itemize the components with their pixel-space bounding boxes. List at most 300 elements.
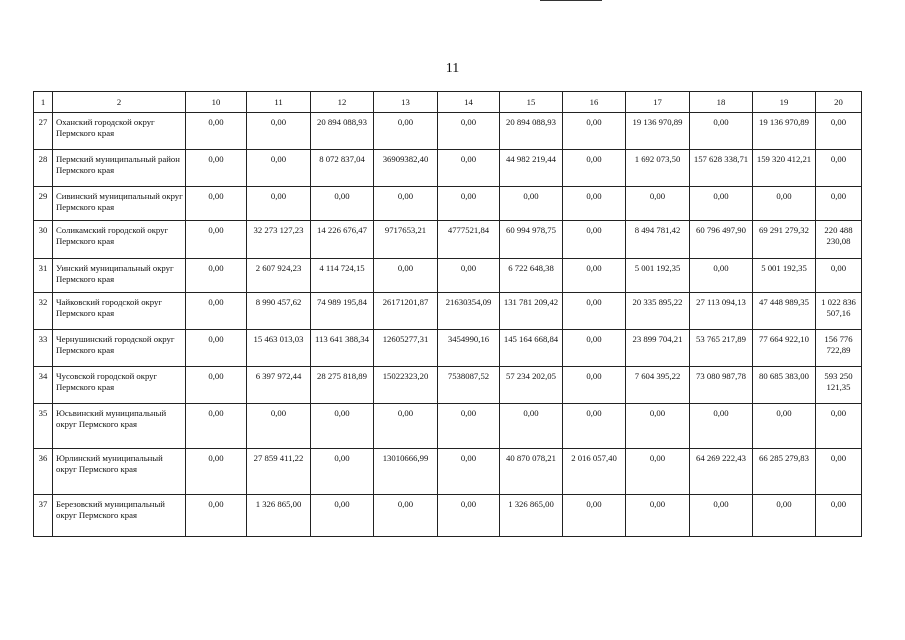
- table-row: [34, 495, 862, 537]
- value-cell: [247, 187, 311, 221]
- table-row: [34, 367, 862, 404]
- value-col-11: 32 273 127,23: [253, 225, 304, 235]
- data-table: [33, 91, 862, 537]
- column-header: 1: [34, 92, 53, 113]
- value-col-12: 20 894 088,93: [317, 117, 367, 127]
- value-cell: [563, 367, 626, 404]
- value-cell: [311, 113, 374, 150]
- value-cell: [690, 330, 753, 367]
- row-number: 35: [38, 408, 48, 418]
- value-col-13: 0,00: [397, 408, 414, 418]
- column-header: 13: [374, 92, 438, 113]
- value-col-19: 80 685 383,00: [759, 371, 809, 381]
- value-col-11: 1 326 865,00: [255, 499, 302, 509]
- value-col-10: 0,00: [208, 263, 224, 273]
- row-number: 30: [38, 225, 48, 235]
- value-cell: [626, 449, 690, 495]
- value-col-13: 15022323,20: [382, 371, 429, 381]
- value-col-12: 8 072 837,04: [319, 154, 365, 164]
- value-col-13: 36909382,40: [382, 154, 429, 164]
- value-cell: [563, 187, 626, 221]
- value-col-17: 20 335 895,22: [632, 297, 683, 307]
- value-cell: [374, 187, 438, 221]
- value-col-18: 0,00: [713, 191, 729, 201]
- value-cell: [500, 293, 563, 330]
- value-col-17: 23 899 704,21: [632, 334, 683, 344]
- value-col-12: 0,00: [334, 453, 350, 463]
- value-col-17: 0,00: [649, 453, 666, 463]
- value-cell: [500, 150, 563, 187]
- value-cell: [186, 367, 247, 404]
- value-col-16: 0,00: [586, 191, 602, 201]
- value-cell: [186, 113, 247, 150]
- value-col-18: 0,00: [713, 263, 729, 273]
- page-number: 11: [445, 61, 460, 76]
- row-number-cell: [34, 293, 53, 330]
- row-number: 28: [38, 154, 48, 164]
- value-col-20: 0,00: [830, 499, 847, 509]
- column-header: 18: [690, 92, 753, 113]
- value-cell: [374, 113, 438, 150]
- column-header: 15: [500, 92, 563, 113]
- value-col-15: 44 982 219,44: [506, 154, 556, 164]
- value-cell: [500, 449, 563, 495]
- value-cell: [311, 293, 374, 330]
- value-cell: [626, 259, 690, 293]
- value-cell: [563, 150, 626, 187]
- value-cell: [816, 449, 862, 495]
- municipality-cell: [53, 367, 186, 404]
- value-cell: [247, 293, 311, 330]
- value-col-10: 0,00: [208, 408, 224, 418]
- value-cell: [563, 330, 626, 367]
- value-col-20: 156 776 722,89: [824, 334, 853, 355]
- value-col-15: 145 164 668,84: [503, 334, 559, 344]
- value-col-17: 7 604 395,22: [634, 371, 681, 381]
- value-cell: [247, 150, 311, 187]
- value-cell: [816, 367, 862, 404]
- value-col-14: 0,00: [460, 117, 477, 127]
- value-col-13: 0,00: [397, 191, 414, 201]
- value-col-19: 159 320 412,21: [756, 154, 812, 164]
- table-row: [34, 187, 862, 221]
- value-col-15: 6 722 648,38: [508, 263, 554, 273]
- value-col-16: 0,00: [586, 334, 602, 344]
- municipality-name: Юсьвинский муниципальный округ Пермского края: [56, 408, 167, 429]
- value-col-15: 1 326 865,00: [508, 499, 554, 509]
- value-cell: [626, 187, 690, 221]
- value-cell: [626, 495, 690, 537]
- value-col-13: 13010666,99: [382, 453, 429, 463]
- value-cell: [626, 150, 690, 187]
- table-row: [34, 259, 862, 293]
- value-col-17: 0,00: [649, 191, 666, 201]
- value-col-11: 15 463 013,03: [253, 334, 304, 344]
- value-cell: [186, 259, 247, 293]
- value-cell: [438, 293, 500, 330]
- row-number-cell: [34, 404, 53, 449]
- value-col-19: 19 136 970,89: [759, 117, 809, 127]
- value-cell: [753, 293, 816, 330]
- value-col-17: 19 136 970,89: [632, 117, 683, 127]
- value-cell: [690, 495, 753, 537]
- value-col-12: 113 641 388,34: [315, 334, 369, 344]
- value-col-18: 0,00: [713, 408, 729, 418]
- value-cell: [626, 330, 690, 367]
- value-cell: [563, 495, 626, 537]
- value-cell: [753, 495, 816, 537]
- value-cell: [690, 221, 753, 259]
- municipality-name: Чайковский городской округ Пермского края: [56, 297, 162, 318]
- value-col-16: 0,00: [586, 297, 602, 307]
- value-col-11: 0,00: [270, 117, 287, 127]
- value-cell: [186, 404, 247, 449]
- value-col-19: 47 448 989,35: [759, 297, 809, 307]
- municipality-cell: [53, 330, 186, 367]
- value-cell: [247, 449, 311, 495]
- value-cell: [438, 259, 500, 293]
- value-cell: [186, 293, 247, 330]
- value-cell: [374, 293, 438, 330]
- value-col-12: 74 989 195,84: [317, 297, 367, 307]
- municipality-name: Пермский муниципальный район Пермского края: [56, 154, 180, 175]
- value-cell: [247, 330, 311, 367]
- value-cell: [186, 495, 247, 537]
- value-col-11: 2 607 924,23: [255, 263, 302, 273]
- value-cell: [438, 330, 500, 367]
- value-col-19: 66 285 279,83: [759, 453, 809, 463]
- value-cell: [186, 150, 247, 187]
- value-col-16: 0,00: [586, 117, 602, 127]
- value-col-15: 20 894 088,93: [506, 117, 556, 127]
- row-number: 33: [38, 334, 48, 344]
- value-col-13: 0,00: [397, 117, 414, 127]
- value-col-18: 60 796 497,90: [696, 225, 746, 235]
- value-cell: [753, 113, 816, 150]
- value-col-20: 0,00: [830, 117, 847, 127]
- value-col-16: 0,00: [586, 408, 602, 418]
- value-cell: [374, 221, 438, 259]
- value-col-14: 0,00: [460, 154, 477, 164]
- row-number: 37: [38, 499, 48, 509]
- value-col-15: 40 870 078,21: [506, 453, 556, 463]
- value-cell: [690, 293, 753, 330]
- value-col-15: 57 234 202,05: [506, 371, 556, 381]
- value-cell: [816, 330, 862, 367]
- value-col-14: 0,00: [460, 263, 477, 273]
- table-row: [34, 449, 862, 495]
- value-col-19: 0,00: [776, 408, 792, 418]
- value-cell: [247, 259, 311, 293]
- value-cell: [563, 221, 626, 259]
- column-header: 11: [247, 92, 311, 113]
- value-cell: [816, 495, 862, 537]
- value-cell: [626, 221, 690, 259]
- value-col-10: 0,00: [208, 154, 224, 164]
- value-col-20: 0,00: [830, 154, 847, 164]
- municipality-name: Соликамский городской округ Пермского края: [56, 225, 169, 246]
- value-cell: [816, 404, 862, 449]
- value-col-15: 131 781 209,42: [503, 297, 559, 307]
- value-cell: [311, 404, 374, 449]
- value-col-14: 21630354,09: [445, 297, 492, 307]
- value-col-12: 0,00: [334, 191, 350, 201]
- value-col-19: 0,00: [776, 499, 792, 509]
- value-cell: [311, 449, 374, 495]
- value-col-18: 157 628 338,71: [693, 154, 749, 164]
- municipality-name: Юрлинский муниципальный округ Пермского края: [56, 453, 163, 474]
- value-cell: [247, 404, 311, 449]
- value-col-17: 5 001 192,35: [634, 263, 681, 273]
- value-col-11: 27 859 411,22: [253, 453, 304, 463]
- table-row: [34, 330, 862, 367]
- value-col-11: 0,00: [270, 191, 287, 201]
- value-col-10: 0,00: [208, 371, 224, 381]
- municipality-cell: [53, 293, 186, 330]
- value-cell: [438, 367, 500, 404]
- value-col-13: 0,00: [397, 499, 414, 509]
- value-col-14: 0,00: [460, 499, 477, 509]
- value-col-20: 0,00: [830, 191, 847, 201]
- value-cell: [374, 495, 438, 537]
- municipality-name: Чернушинский городской округ Пермского края: [56, 334, 175, 355]
- municipality-cell: [53, 449, 186, 495]
- value-cell: [438, 113, 500, 150]
- value-col-18: 27 113 094,13: [696, 297, 746, 307]
- value-cell: [816, 150, 862, 187]
- row-number-cell: [34, 495, 53, 537]
- value-col-10: 0,00: [208, 191, 224, 201]
- value-cell: [753, 367, 816, 404]
- municipality-cell: [53, 259, 186, 293]
- value-col-10: 0,00: [208, 334, 224, 344]
- value-cell: [311, 259, 374, 293]
- municipality-name: Оханский городской округ Пермского края: [56, 117, 155, 138]
- value-cell: [753, 187, 816, 221]
- column-header: 16: [563, 92, 626, 113]
- value-col-12: 14 226 676,47: [317, 225, 367, 235]
- value-cell: [753, 150, 816, 187]
- value-cell: [374, 449, 438, 495]
- value-col-12: 0,00: [334, 408, 350, 418]
- value-col-10: 0,00: [208, 297, 224, 307]
- row-number: 27: [38, 117, 48, 127]
- value-col-14: 7538087,52: [447, 371, 490, 381]
- municipality-name: Березовский муниципальный округ Пермского края: [56, 499, 165, 520]
- column-header: 10: [186, 92, 247, 113]
- value-cell: [626, 367, 690, 404]
- value-cell: [690, 113, 753, 150]
- value-col-13: 9717653,21: [384, 225, 427, 235]
- column-header: 12: [311, 92, 374, 113]
- value-col-16: 0,00: [586, 154, 602, 164]
- value-cell: [311, 495, 374, 537]
- municipality-cell: [53, 150, 186, 187]
- value-cell: [311, 330, 374, 367]
- row-number: 29: [38, 191, 48, 201]
- value-cell: [374, 150, 438, 187]
- value-cell: [311, 187, 374, 221]
- value-cell: [311, 221, 374, 259]
- value-cell: [247, 495, 311, 537]
- value-col-15: 0,00: [523, 191, 539, 201]
- value-cell: [690, 187, 753, 221]
- value-col-13: 12605277,31: [382, 334, 429, 344]
- value-col-17: 0,00: [649, 408, 666, 418]
- value-cell: [753, 449, 816, 495]
- value-cell: [690, 367, 753, 404]
- value-cell: [500, 259, 563, 293]
- row-number-cell: [34, 150, 53, 187]
- value-cell: [247, 367, 311, 404]
- row-number-cell: [34, 113, 53, 150]
- value-cell: [563, 449, 626, 495]
- value-cell: [374, 404, 438, 449]
- value-cell: [311, 150, 374, 187]
- row-number: 36: [38, 453, 48, 463]
- value-cell: [816, 187, 862, 221]
- value-col-14: 0,00: [460, 191, 477, 201]
- value-col-11: 8 990 457,62: [255, 297, 302, 307]
- value-col-14: 0,00: [460, 408, 477, 418]
- value-cell: [500, 187, 563, 221]
- value-col-19: 0,00: [776, 191, 792, 201]
- table-row: [34, 150, 862, 187]
- value-col-14: 0,00: [460, 453, 477, 463]
- value-cell: [500, 330, 563, 367]
- header-row: [34, 92, 862, 113]
- value-cell: [186, 187, 247, 221]
- value-col-10: 0,00: [208, 225, 224, 235]
- top-rule: [540, 0, 602, 1]
- value-cell: [438, 221, 500, 259]
- value-col-20: 593 250 121,35: [824, 371, 853, 392]
- value-cell: [690, 404, 753, 449]
- value-cell: [374, 259, 438, 293]
- value-cell: [626, 404, 690, 449]
- table-row: [34, 404, 862, 449]
- value-col-19: 77 664 922,10: [759, 334, 809, 344]
- value-col-10: 0,00: [208, 117, 224, 127]
- value-cell: [816, 221, 862, 259]
- value-cell: [186, 221, 247, 259]
- value-col-17: 1 692 073,50: [634, 154, 681, 164]
- row-number-cell: [34, 221, 53, 259]
- value-col-14: 3454990,16: [447, 334, 490, 344]
- value-col-18: 73 080 987,78: [696, 371, 746, 381]
- value-cell: [690, 449, 753, 495]
- municipality-cell: [53, 221, 186, 259]
- value-cell: [247, 113, 311, 150]
- value-col-18: 0,00: [713, 117, 729, 127]
- value-col-20: 220 488 230,08: [824, 225, 853, 246]
- value-col-17: 0,00: [649, 499, 666, 509]
- value-col-13: 26171201,87: [382, 297, 429, 307]
- municipality-cell: [53, 187, 186, 221]
- value-col-12: 0,00: [334, 499, 350, 509]
- value-cell: [753, 330, 816, 367]
- row-number: 32: [38, 297, 48, 307]
- row-number-cell: [34, 449, 53, 495]
- value-cell: [500, 404, 563, 449]
- value-col-20: 0,00: [830, 263, 847, 273]
- value-cell: [438, 187, 500, 221]
- value-cell: [500, 367, 563, 404]
- value-col-19: 5 001 192,35: [761, 263, 807, 273]
- value-col-20: 1 022 836 507,16: [821, 297, 856, 318]
- value-cell: [563, 293, 626, 330]
- value-col-19: 69 291 279,32: [759, 225, 809, 235]
- value-cell: [374, 367, 438, 404]
- value-col-11: 0,00: [270, 408, 287, 418]
- value-cell: [438, 449, 500, 495]
- value-cell: [311, 367, 374, 404]
- municipality-name: Уинский муниципальный округ Пермского края: [56, 263, 174, 284]
- value-cell: [500, 113, 563, 150]
- column-header: 2: [53, 92, 186, 113]
- value-col-15: 0,00: [523, 408, 539, 418]
- value-cell: [247, 221, 311, 259]
- row-number-cell: [34, 187, 53, 221]
- column-header: 17: [626, 92, 690, 113]
- value-cell: [753, 404, 816, 449]
- value-col-20: 0,00: [830, 408, 847, 418]
- value-cell: [500, 495, 563, 537]
- value-col-16: 0,00: [586, 499, 602, 509]
- value-cell: [626, 113, 690, 150]
- row-number-cell: [34, 367, 53, 404]
- municipality-name: Чусовской городской округ Пермского края: [56, 371, 158, 392]
- municipality-cell: [53, 404, 186, 449]
- value-col-10: 0,00: [208, 453, 224, 463]
- value-cell: [816, 113, 862, 150]
- value-cell: [753, 259, 816, 293]
- value-cell: [626, 293, 690, 330]
- value-cell: [438, 495, 500, 537]
- value-col-11: 6 397 972,44: [255, 371, 302, 381]
- column-header: 14: [438, 92, 500, 113]
- table-row: [34, 221, 862, 259]
- value-col-16: 0,00: [586, 225, 602, 235]
- value-col-17: 8 494 781,42: [634, 225, 681, 235]
- value-cell: [563, 404, 626, 449]
- row-number-cell: [34, 330, 53, 367]
- value-col-12: 4 114 724,15: [319, 263, 365, 273]
- value-cell: [186, 330, 247, 367]
- value-col-15: 60 994 978,75: [506, 225, 556, 235]
- row-number: 31: [38, 263, 48, 273]
- column-header: 20: [816, 92, 862, 113]
- value-col-20: 0,00: [830, 453, 847, 463]
- municipality-cell: [53, 495, 186, 537]
- table-row: [34, 113, 862, 150]
- value-cell: [753, 221, 816, 259]
- value-cell: [563, 259, 626, 293]
- column-header: 19: [753, 92, 816, 113]
- municipality-name: Сивинский муниципальный округ Пермского края: [56, 191, 183, 212]
- row-number: 34: [38, 371, 48, 381]
- value-col-18: 0,00: [713, 499, 729, 509]
- value-cell: [500, 221, 563, 259]
- value-col-13: 0,00: [397, 263, 414, 273]
- value-col-16: 0,00: [586, 371, 602, 381]
- value-cell: [690, 259, 753, 293]
- value-col-11: 0,00: [270, 154, 287, 164]
- municipality-cell: [53, 113, 186, 150]
- value-cell: [690, 150, 753, 187]
- row-number-cell: [34, 259, 53, 293]
- value-col-18: 64 269 222,43: [696, 453, 746, 463]
